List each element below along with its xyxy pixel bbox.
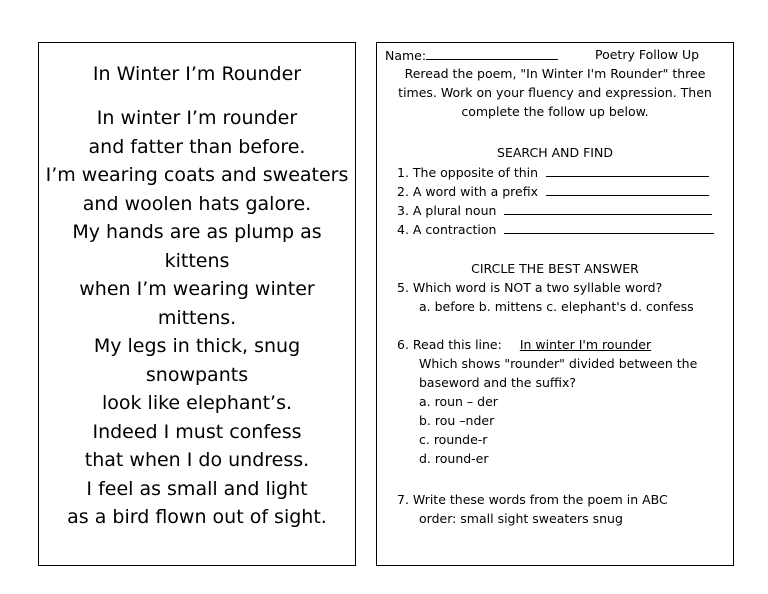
question-5: 5. Which word is NOT a two syllable word? [397,280,663,295]
question-6-option-a[interactable]: a. roun – der [419,394,498,409]
question-6-option-b[interactable]: b. rou –nder [419,413,495,428]
question-6-text: baseword and the suffix? [419,375,577,390]
answer-blank[interactable] [504,220,714,234]
instructions-line: Reread the poem, "In Winter I'm Rounder" three [404,66,706,81]
answer-blank[interactable] [504,201,712,215]
poem-line: mittens. [157,306,237,329]
search-item-label: 2. A word with a prefix [397,184,539,199]
worksheet-panel [376,42,734,566]
search-item [397,201,712,221]
search-item [397,182,709,202]
question-6-prompt [397,336,651,355]
poem-line: look like elephant’s. [101,392,293,414]
poem-line: My hands are as plump as [72,221,322,243]
search-item-label: 4. A contraction [397,222,497,237]
search-item-label: 1. The opposite of thin [397,165,539,180]
question-6-line: In winter I'm rounder [519,337,652,352]
question-6-label: 6. Read this line: [397,337,502,352]
search-item [397,163,709,183]
poem-line: snowpants [145,363,249,386]
poem-line: when I’m wearing winter [79,278,315,300]
poem-line: and woolen hats galore. [82,192,312,215]
question-6-option-d[interactable]: d. round-er [419,451,489,466]
answer-blank[interactable] [546,163,709,177]
search-item [397,220,714,240]
poem-line: that when I do undress. [84,449,310,471]
instructions-line: complete the follow up below. [461,104,649,119]
question-6-text: Which shows "rounder" divided between the [419,356,698,371]
circle-answer-heading: CIRCLE THE BEST ANSWER [471,261,639,276]
search-and-find-heading: SEARCH AND FIND [497,145,613,160]
question-7: 7. Write these words from the poem in ABC [397,492,668,507]
question-6-option-c[interactable]: c. rounde-r [419,432,488,447]
name-label: Name: [385,48,427,63]
poem-line: My legs in thick, snug [93,335,301,357]
poem-line: In winter I’m rounder [96,107,298,129]
poem-line: kittens [164,249,230,272]
worksheet-title: Poetry Follow Up [595,47,700,62]
question-7-words: order: small sight sweaters snug [419,511,623,526]
poem-line: I feel as small and light [86,477,308,500]
answer-blank[interactable] [546,182,709,196]
name-blank[interactable] [426,46,558,60]
search-item-label: 3. A plural noun [397,203,497,218]
poem-line: I’m wearing coats and sweaters [45,164,349,186]
poem-body [39,104,355,532]
poem-line: Indeed I must confess [92,420,302,443]
name-row [385,46,558,66]
poem-title: In Winter I’m Rounder [92,63,302,85]
poem-panel [38,42,356,566]
question-5-options[interactable]: a. before b. mittens c. elephant's d. confess [419,299,694,314]
poem-line: and fatter than before. [88,135,306,158]
instructions-line: times. Work on your fluency and expression. Then [398,85,712,100]
poem-line: as a bird flown out of sight. [67,506,327,528]
